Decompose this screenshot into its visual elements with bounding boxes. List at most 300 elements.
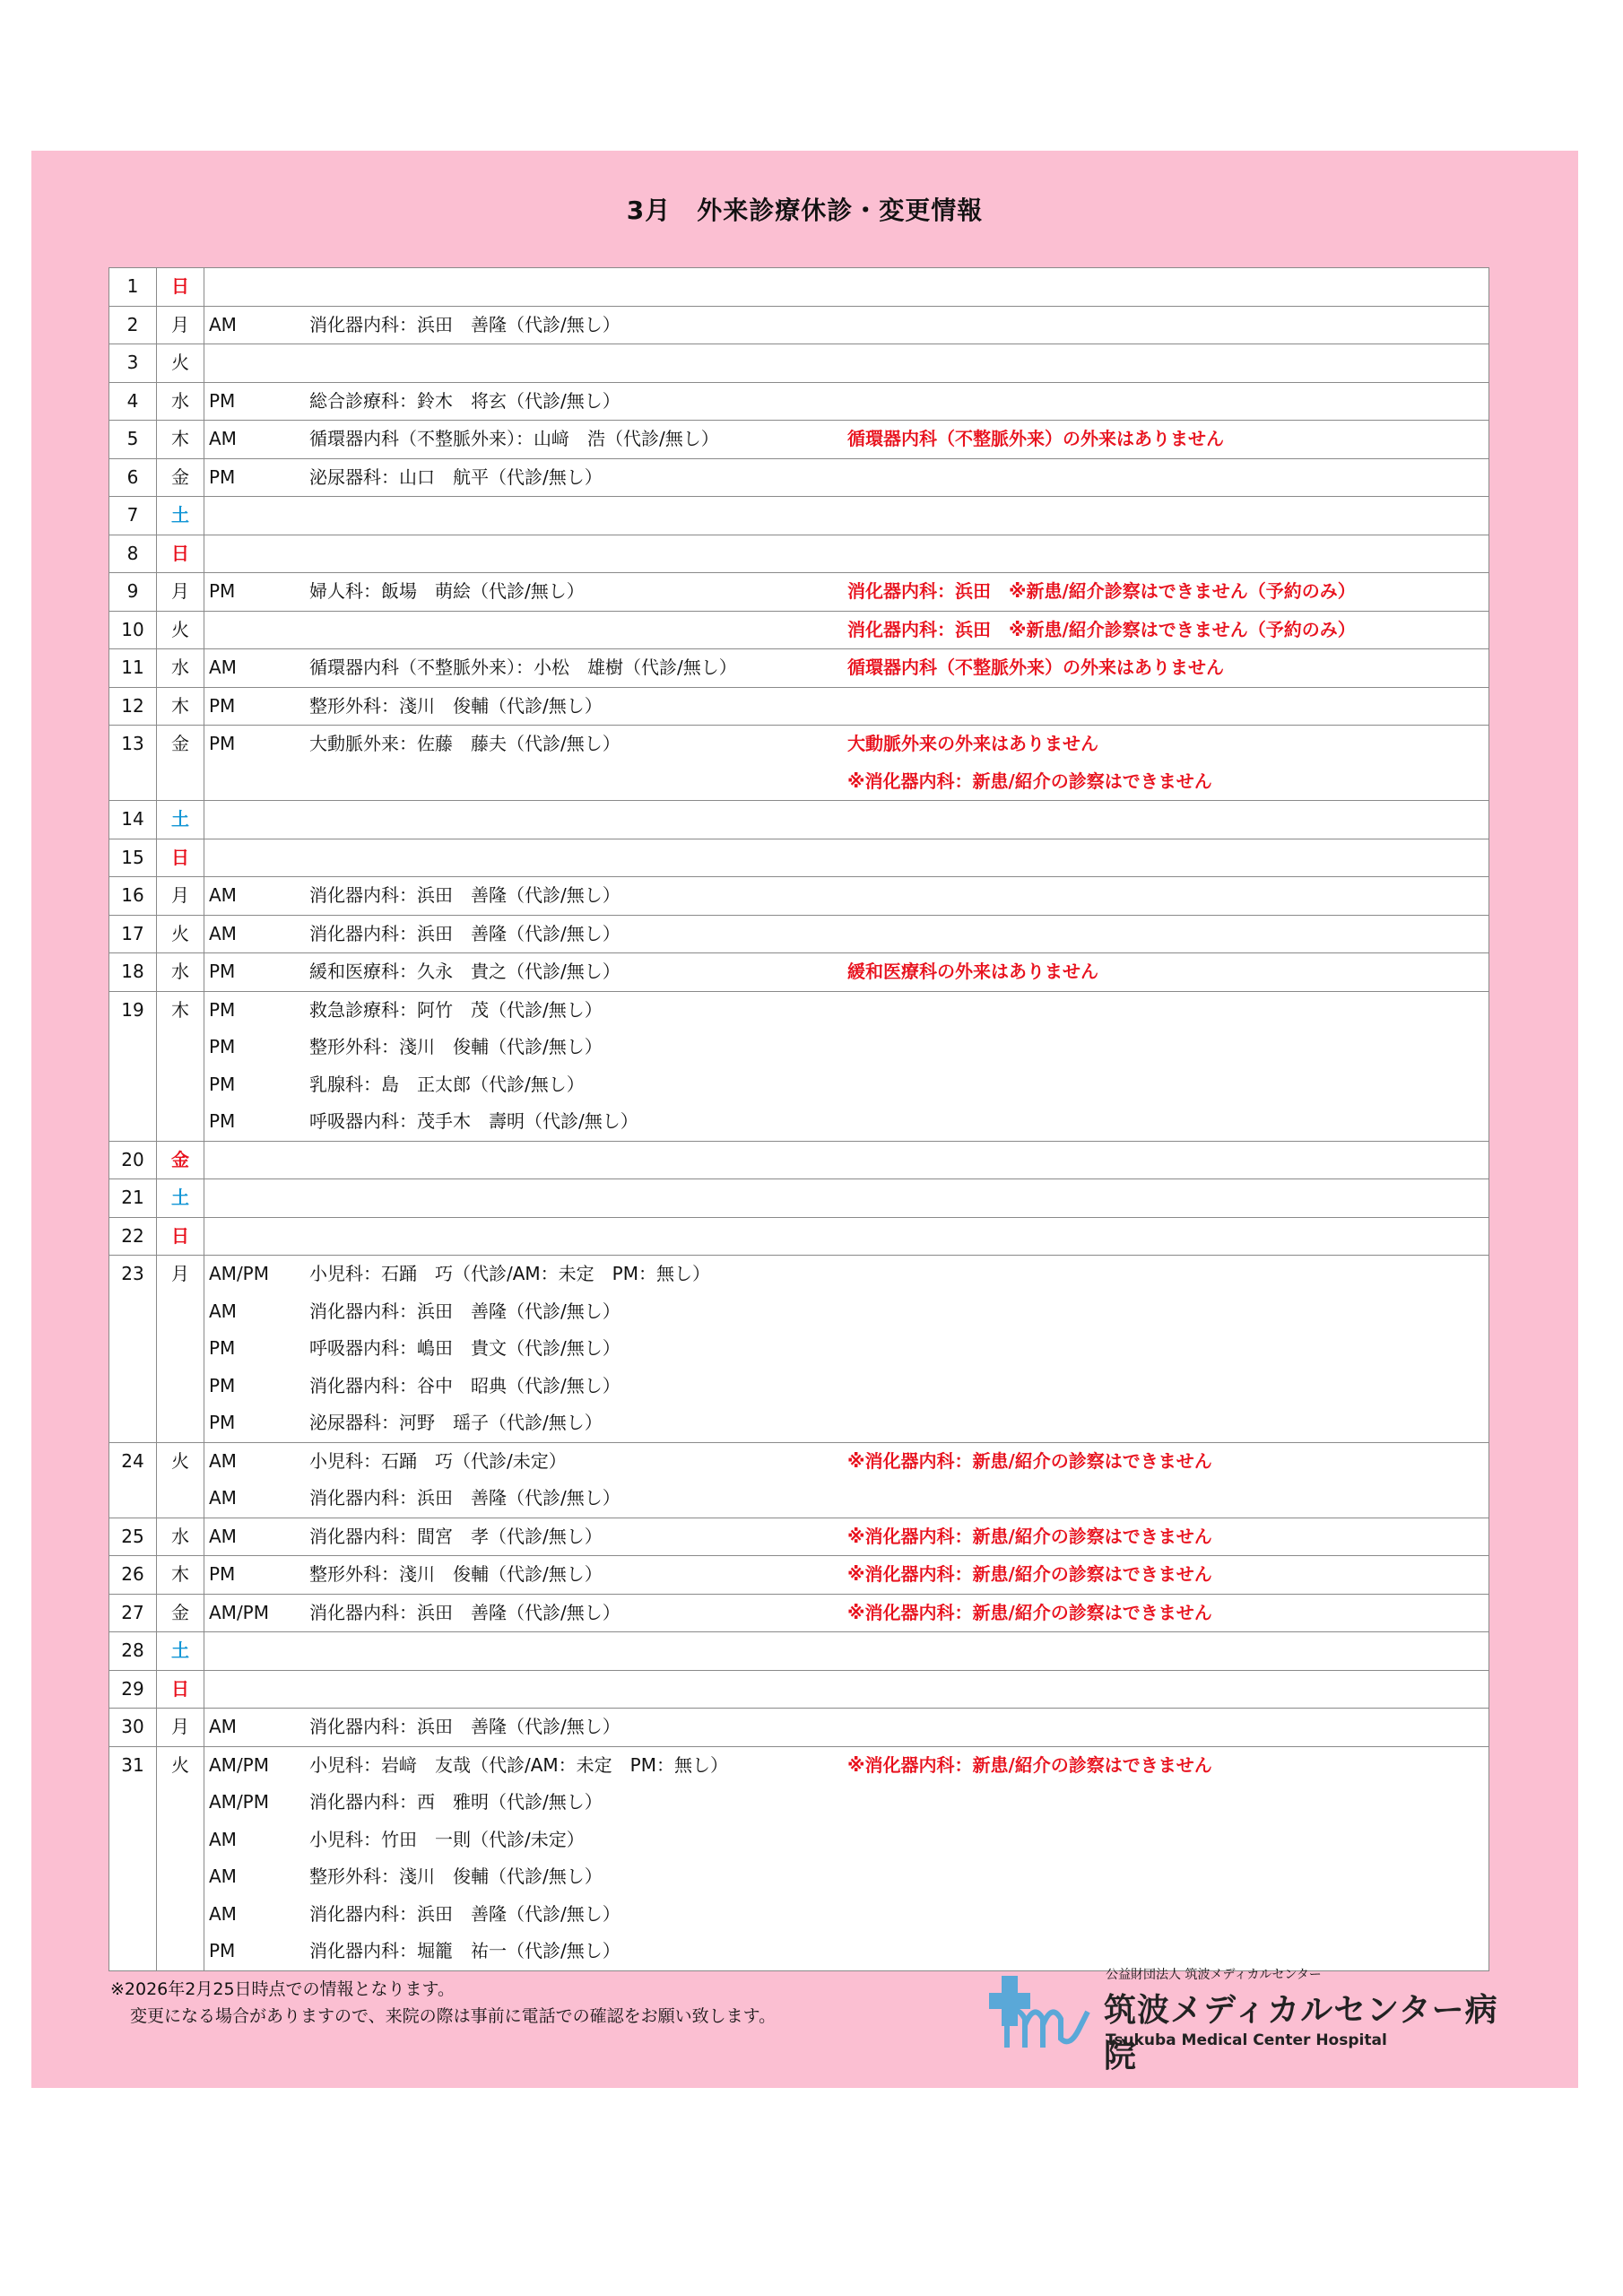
date-number: 6	[126, 465, 139, 488]
entries-cell	[204, 1594, 1489, 1632]
weekday-cell	[157, 1670, 204, 1709]
department-doctor: 小児科：岩﨑 友哉（代診/AM：未定 PM：無し）	[309, 1753, 728, 1776]
weekday-label: 木	[171, 694, 189, 717]
weekday-cell	[157, 1556, 204, 1595]
entries-cell	[204, 1442, 1489, 1518]
department-doctor: 乳腺科：島 正太郎（代診/無し）	[309, 1073, 585, 1095]
date-number: 27	[121, 1601, 144, 1623]
date-cell	[109, 1556, 157, 1595]
empty-entry	[204, 1179, 1488, 1217]
session-time: AM	[209, 1866, 237, 1887]
weekday-cell	[157, 1141, 204, 1179]
date-number: 22	[121, 1224, 144, 1247]
weekday-cell	[157, 268, 204, 307]
weekday-label: 火	[171, 352, 189, 373]
weekday-label: 金	[171, 1601, 189, 1623]
date-cell	[109, 458, 157, 497]
schedule-entry	[204, 1896, 1488, 1934]
schedule-entry	[204, 726, 1488, 763]
date-cell	[109, 1670, 157, 1709]
department-doctor: 消化器内科：浜田 善隆（代診/無し）	[309, 1300, 621, 1322]
session-time: AM/PM	[209, 1791, 269, 1813]
weekday-label: 土	[171, 504, 189, 526]
session-time: AM/PM	[209, 1753, 269, 1776]
session-time: AM	[209, 1300, 237, 1322]
schedule-entry	[204, 763, 1488, 801]
date-number: 7	[126, 504, 139, 526]
date-number: 21	[121, 1187, 144, 1208]
schedule-entry	[204, 383, 1488, 421]
weekday-cell	[157, 1594, 204, 1632]
date-number: 8	[126, 542, 139, 564]
closure-note: 緩和医療科の外来はありません	[847, 961, 1098, 982]
schedule-entry	[204, 612, 1488, 649]
department-doctor: 消化器内科：浜田 善隆（代診/無し）	[309, 1902, 621, 1925]
date-number: 29	[121, 1677, 144, 1700]
footnote-line-1: ※2026年2月25日時点での情報となります。	[110, 1979, 456, 1999]
session-time: PM	[209, 694, 236, 717]
weekday-cell	[157, 1217, 204, 1256]
schedule-row	[109, 726, 1489, 801]
weekday-cell	[157, 611, 204, 649]
weekday-label: 水	[171, 389, 189, 412]
weekday-label: 日	[171, 275, 189, 297]
schedule-row	[109, 1670, 1489, 1709]
weekday-cell	[157, 1709, 204, 1747]
date-number: 14	[121, 808, 144, 830]
schedule-entry	[204, 1595, 1488, 1632]
weekday-cell	[157, 915, 204, 953]
department-doctor	[309, 763, 847, 801]
weekday-label: 水	[171, 657, 189, 678]
closure-note: 消化器内科：浜田 ※新患/紹介診察はできません（予約のみ）	[847, 580, 1356, 602]
department-doctor: 循環器内科（不整脈外来）：山﨑 浩（代診/無し）	[309, 428, 719, 449]
date-cell	[109, 915, 157, 953]
weekday-label: 金	[171, 465, 189, 488]
schedule-row	[109, 1256, 1489, 1443]
weekday-cell	[157, 573, 204, 612]
date-number: 26	[121, 1563, 144, 1585]
schedule-row	[109, 1217, 1489, 1256]
schedule-row	[109, 611, 1489, 649]
closure-note: ※消化器内科：新患/紹介の診察はできません	[847, 1525, 1212, 1547]
date-number: 12	[121, 694, 144, 717]
department-doctor: 呼吸器内科：茂手木 壽明（代診/無し）	[309, 1110, 638, 1132]
weekday-label: 金	[171, 733, 189, 754]
department-doctor: 消化器内科：西 雅明（代診/無し）	[309, 1791, 603, 1813]
schedule-entry	[204, 307, 1488, 344]
schedule-row	[109, 801, 1489, 839]
date-number: 19	[121, 998, 144, 1021]
schedule-row	[109, 535, 1489, 573]
schedule-entry	[204, 1405, 1488, 1442]
session-time: AM	[209, 1525, 237, 1547]
entries-cell	[204, 953, 1489, 992]
department-doctor: 救急診療科：阿竹 茂（代診/無し）	[309, 998, 603, 1021]
department-doctor: 消化器内科：浜田 善隆（代診/無し）	[309, 922, 621, 944]
schedule-entry	[204, 1256, 1488, 1293]
empty-entry	[204, 1671, 1488, 1709]
date-cell	[109, 1632, 157, 1671]
schedule-row	[109, 1442, 1489, 1518]
closure-note: 循環器内科（不整脈外来）の外来はありません	[847, 428, 1224, 449]
weekday-cell	[157, 649, 204, 688]
entries-cell	[204, 458, 1489, 497]
weekday-cell	[157, 953, 204, 992]
entries-cell	[204, 344, 1489, 383]
schedule-row	[109, 1709, 1489, 1747]
weekday-cell	[157, 344, 204, 383]
session-time: AM	[209, 1449, 237, 1472]
schedule-entry	[204, 1858, 1488, 1896]
entries-cell	[204, 839, 1489, 877]
department-doctor: 大動脈外来：佐藤 藤夫（代診/無し）	[309, 733, 621, 754]
weekday-cell	[157, 726, 204, 801]
session-time: AM/PM	[209, 1263, 269, 1284]
entries-cell	[204, 1518, 1489, 1556]
schedule-table	[108, 267, 1489, 1971]
weekday-label: 日	[171, 542, 189, 564]
department-doctor: 泌尿器科：河野 瑶子（代診/無し）	[309, 1412, 603, 1433]
schedule-entry	[204, 1556, 1488, 1594]
session-time: PM	[209, 1412, 236, 1433]
date-cell	[109, 1518, 157, 1556]
weekday-label: 水	[171, 961, 189, 982]
weekday-cell	[157, 1632, 204, 1671]
weekday-cell	[157, 839, 204, 877]
date-number: 13	[121, 733, 144, 754]
empty-entry	[204, 268, 1488, 306]
date-cell	[109, 1442, 157, 1518]
schedule-row	[109, 268, 1489, 307]
date-cell	[109, 382, 157, 421]
session-time: PM	[209, 1563, 236, 1585]
department-doctor	[309, 612, 847, 649]
weekday-label: 木	[171, 998, 189, 1021]
empty-entry	[204, 801, 1488, 839]
date-number: 3	[126, 352, 139, 373]
empty-entry	[204, 497, 1488, 535]
schedule-row	[109, 991, 1489, 1141]
date-number: 18	[121, 961, 144, 982]
weekday-cell	[157, 1518, 204, 1556]
schedule-entry	[204, 1822, 1488, 1859]
date-cell	[109, 1746, 157, 1970]
weekday-label: 日	[171, 1677, 189, 1700]
notice-panel	[31, 151, 1578, 2088]
schedule-entry	[204, 1518, 1488, 1556]
department-doctor: 整形外科：淺川 俊輔（代診/無し）	[309, 1563, 603, 1585]
schedule-entry	[204, 1103, 1488, 1141]
schedule-entry	[204, 1443, 1488, 1481]
schedule-entry	[204, 1480, 1488, 1518]
session-time: PM	[209, 1110, 236, 1132]
schedule-row	[109, 1141, 1489, 1179]
session-time: AM/PM	[209, 1601, 269, 1623]
department-doctor: 整形外科：淺川 俊輔（代診/無し）	[309, 1866, 603, 1887]
date-cell	[109, 535, 157, 573]
session-time: PM	[209, 1374, 236, 1396]
closure-note: ※消化器内科：新患/紹介の診察はできません	[847, 770, 1212, 792]
session-time: PM	[209, 1337, 236, 1359]
date-cell	[109, 1256, 157, 1443]
schedule-entry	[204, 1709, 1488, 1746]
schedule-entry	[204, 953, 1488, 991]
schedule-entry	[204, 649, 1488, 687]
session-time: PM	[209, 1073, 236, 1095]
session-time: AM	[209, 428, 237, 449]
schedule-entry	[204, 916, 1488, 953]
entries-cell	[204, 1709, 1489, 1747]
entries-cell	[204, 991, 1489, 1141]
weekday-cell	[157, 421, 204, 459]
department-doctor: 小児科：石踊 巧（代診/未定）	[309, 1449, 567, 1472]
department-doctor: 消化器内科：浜田 善隆（代診/無し）	[309, 1601, 621, 1623]
schedule-row	[109, 839, 1489, 877]
schedule-row	[109, 1594, 1489, 1632]
schedule-entry	[204, 1784, 1488, 1822]
entries-cell	[204, 1746, 1489, 1970]
schedule-row	[109, 1518, 1489, 1556]
empty-entry	[204, 344, 1488, 382]
weekday-cell	[157, 1256, 204, 1443]
schedule-row	[109, 344, 1489, 383]
weekday-cell	[157, 877, 204, 916]
schedule-row	[109, 915, 1489, 953]
date-number: 17	[121, 922, 144, 944]
closure-note: 大動脈外来の外来はありません	[847, 733, 1098, 754]
entries-cell	[204, 306, 1489, 344]
session-time: PM	[209, 465, 236, 488]
date-number: 31	[121, 1753, 144, 1776]
date-number: 1	[126, 275, 139, 297]
department-doctor: 婦人科：飯場 萌絵（代診/無し）	[309, 580, 585, 602]
session-time: PM	[209, 389, 236, 412]
closure-note: 循環器内科（不整脈外来）の外来はありません	[847, 657, 1224, 678]
date-cell	[109, 687, 157, 726]
weekday-label: 土	[171, 1187, 189, 1208]
schedule-row	[109, 1179, 1489, 1218]
schedule-entry	[204, 1066, 1488, 1104]
schedule-row	[109, 306, 1489, 344]
weekday-label: 土	[171, 1639, 189, 1661]
date-cell	[109, 953, 157, 992]
department-doctor: 消化器内科：堀籠 祐一（代診/無し）	[309, 1940, 621, 1961]
session-time: AM	[209, 313, 237, 335]
schedule-row	[109, 382, 1489, 421]
entries-cell	[204, 573, 1489, 612]
date-cell	[109, 1217, 157, 1256]
weekday-label: 土	[171, 808, 189, 830]
date-cell	[109, 877, 157, 916]
session-time: PM	[209, 961, 236, 982]
weekday-cell	[157, 382, 204, 421]
weekday-cell	[157, 991, 204, 1141]
entries-cell	[204, 497, 1489, 535]
department-doctor: 呼吸器内科：嶋田 貴文（代診/無し）	[309, 1337, 621, 1359]
logo-name-en: Tsukuba Medical Center Hospital	[1106, 2031, 1387, 2049]
entries-cell	[204, 801, 1489, 839]
closure-note: 消化器内科：浜田 ※新患/紹介診察はできません（予約のみ）	[847, 618, 1356, 640]
date-cell	[109, 306, 157, 344]
weekday-cell	[157, 497, 204, 535]
entries-cell	[204, 421, 1489, 459]
date-cell	[109, 839, 157, 877]
weekday-cell	[157, 458, 204, 497]
department-doctor: 総合診療科：鈴木 将玄（代診/無し）	[309, 389, 621, 412]
session-time: PM	[209, 733, 236, 754]
weekday-cell	[157, 306, 204, 344]
date-cell	[109, 268, 157, 307]
department-doctor: 消化器内科：谷中 昭典（代診/無し）	[309, 1374, 621, 1396]
weekday-label: 日	[171, 1224, 189, 1247]
department-doctor: 緩和医療科：久永 貴之（代診/無し）	[309, 961, 621, 982]
entries-cell	[204, 1256, 1489, 1443]
session-time: AM	[209, 1828, 237, 1850]
date-cell	[109, 421, 157, 459]
footnote	[110, 1976, 776, 2030]
session-time	[204, 763, 309, 801]
session-time: PM	[209, 1940, 236, 1961]
date-number: 24	[121, 1449, 144, 1472]
department-doctor: 消化器内科：浜田 善隆（代診/無し）	[309, 313, 621, 335]
department-doctor: 循環器内科（不整脈外来）：小松 雄樹（代診/無し）	[309, 657, 737, 678]
entries-cell	[204, 687, 1489, 726]
date-cell	[109, 801, 157, 839]
date-cell	[109, 1594, 157, 1632]
entries-cell	[204, 1179, 1489, 1218]
date-cell	[109, 497, 157, 535]
logo-name: 筑波メディカルセンター病院	[1104, 1992, 1498, 2074]
date-number: 16	[121, 884, 144, 906]
weekday-label: 火	[171, 618, 189, 640]
footnote-line-2: 変更になる場合がありますので、来院の際は事前に電話での確認をお願い致します。	[130, 2006, 777, 2026]
schedule-row	[109, 458, 1489, 497]
empty-entry	[204, 1218, 1488, 1256]
empty-entry	[204, 839, 1488, 877]
date-number: 30	[121, 1716, 144, 1737]
weekday-label: 火	[171, 1449, 189, 1472]
entries-cell	[204, 1556, 1489, 1595]
department-doctor: 整形外科：淺川 俊輔（代診/無し）	[309, 694, 603, 717]
weekday-label: 水	[171, 1525, 189, 1547]
empty-entry	[204, 535, 1488, 573]
department-doctor: 泌尿器科：山口 航平（代診/無し）	[309, 465, 603, 488]
session-time: AM	[209, 1487, 237, 1509]
date-number: 5	[126, 428, 139, 449]
weekday-cell	[157, 687, 204, 726]
date-cell	[109, 1709, 157, 1747]
session-time: PM	[209, 1036, 236, 1057]
schedule-row	[109, 1746, 1489, 1970]
session-time: AM	[209, 922, 237, 944]
department-doctor: 整形外科：淺川 俊輔（代診/無し）	[309, 1036, 603, 1057]
entries-cell	[204, 382, 1489, 421]
department-doctor: 消化器内科：浜田 善隆（代診/無し）	[309, 1487, 621, 1509]
weekday-cell	[157, 1442, 204, 1518]
weekday-cell	[157, 801, 204, 839]
date-cell	[109, 649, 157, 688]
schedule-entry	[204, 421, 1488, 458]
empty-entry	[204, 1632, 1488, 1670]
date-number: 28	[121, 1639, 144, 1661]
entries-cell	[204, 611, 1489, 649]
weekday-cell	[157, 1746, 204, 1970]
closure-note: ※消化器内科：新患/紹介の診察はできません	[847, 1449, 1212, 1472]
session-time: PM	[209, 998, 236, 1021]
date-cell	[109, 344, 157, 383]
entries-cell	[204, 1217, 1489, 1256]
session-time: AM	[209, 1716, 237, 1737]
date-cell	[109, 1141, 157, 1179]
schedule-row	[109, 1632, 1489, 1671]
schedule-row	[109, 649, 1489, 688]
date-cell	[109, 611, 157, 649]
date-cell	[109, 1179, 157, 1218]
weekday-label: 木	[171, 1563, 189, 1585]
date-cell	[109, 991, 157, 1141]
entries-cell	[204, 268, 1489, 307]
weekday-cell	[157, 1179, 204, 1218]
schedule-body	[109, 268, 1489, 1971]
session-time: AM	[209, 884, 237, 906]
entries-cell	[204, 649, 1489, 688]
date-number: 10	[121, 618, 144, 640]
closure-note: ※消化器内科：新患/紹介の診察はできません	[847, 1601, 1212, 1623]
session-time	[204, 612, 309, 649]
page-title: 3月 外来診療休診・変更情報	[626, 196, 984, 225]
schedule-entry	[204, 573, 1488, 611]
date-number: 9	[126, 580, 139, 602]
schedule-entry	[204, 1029, 1488, 1066]
schedule-row	[109, 421, 1489, 459]
date-number: 4	[126, 389, 139, 412]
closure-note: ※消化器内科：新患/紹介の診察はできません	[847, 1753, 1212, 1776]
weekday-label: 火	[171, 922, 189, 944]
department-doctor: 小児科：石踊 巧（代診/AM：未定 PM：無し）	[309, 1263, 710, 1284]
date-number: 2	[126, 313, 139, 335]
schedule-entry	[204, 1330, 1488, 1368]
weekday-label: 日	[171, 846, 189, 868]
date-number: 25	[121, 1525, 144, 1547]
date-number: 20	[121, 1148, 144, 1170]
date-cell	[109, 726, 157, 801]
weekday-label: 月	[171, 580, 189, 602]
department-doctor: 小児科：竹田 一則（代診/未定）	[309, 1828, 585, 1850]
schedule-row	[109, 687, 1489, 726]
date-number: 11	[121, 657, 144, 678]
schedule-entry	[204, 992, 1488, 1030]
logo-org: 公益財団法人 筑波メディカルセンター	[1106, 1968, 1322, 1982]
department-doctor: 消化器内科：間宮 孝（代診/無し）	[309, 1525, 603, 1547]
entries-cell	[204, 915, 1489, 953]
weekday-label: 木	[171, 428, 189, 449]
date-cell	[109, 573, 157, 612]
schedule-row	[109, 877, 1489, 916]
hospital-logo	[989, 1965, 1518, 2074]
schedule-row	[109, 1556, 1489, 1595]
date-number: 15	[121, 846, 144, 868]
weekday-label: 月	[171, 1263, 189, 1284]
schedule-entry	[204, 459, 1488, 497]
empty-entry	[204, 1142, 1488, 1179]
entries-cell	[204, 726, 1489, 801]
department-doctor: 消化器内科：浜田 善隆（代診/無し）	[309, 1716, 621, 1737]
department-doctor: 消化器内科：浜田 善隆（代診/無し）	[309, 884, 621, 906]
weekday-cell	[157, 535, 204, 573]
session-time: AM	[209, 1902, 237, 1925]
hospital-logo-icon	[989, 1976, 1097, 2052]
